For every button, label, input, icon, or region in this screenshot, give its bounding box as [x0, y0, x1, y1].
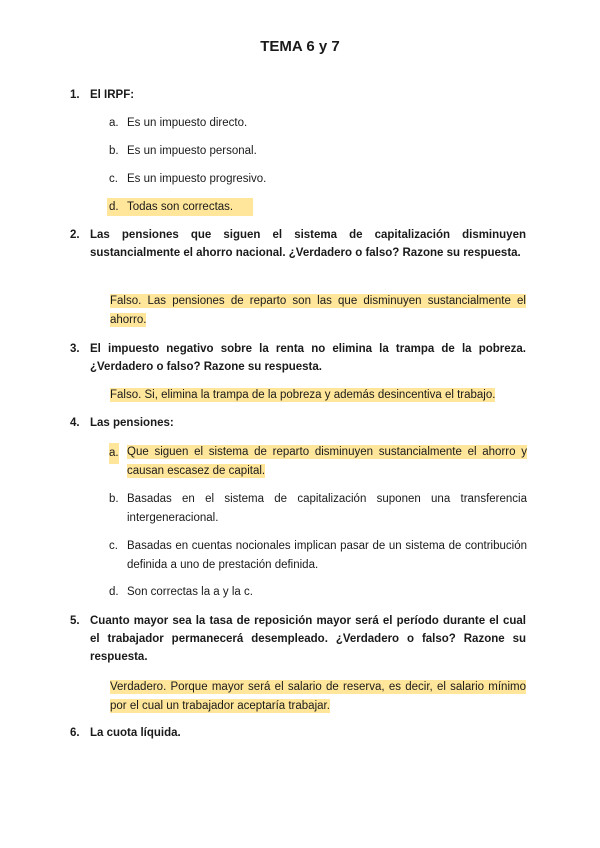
question-3 [70, 340, 526, 376]
q1-option-c [109, 170, 527, 189]
q1-option-b [109, 142, 527, 161]
question-text: Las pensiones: [90, 417, 174, 429]
question-6 [70, 724, 526, 742]
option-text: Son correctas la a y la c. [127, 586, 253, 598]
question-text: El impuesto negativo sobre la renta no elimina la trampa de la pobreza. ¿Verdadero o falso? Razone su respuesta. [90, 343, 526, 373]
option-letter: c. [109, 540, 118, 552]
option-text: Es un impuesto progresivo. [127, 173, 267, 185]
question-text: Las pensiones que siguen el sistema de capitalización disminuyen sustancialmente el ahorro nacional. ¿Verdadero o falso? Razone su respuesta. [90, 229, 526, 259]
question-text: Cuanto mayor sea la tasa de reposición mayor será el período durante el cual el trabajador permanecerá desempleado. ¿Verdadero o falso? Razone su respuesta. [90, 615, 526, 663]
question-5 [70, 612, 526, 666]
q1-option-d [109, 198, 234, 217]
option-text: Basadas en cuentas nocionales implican pasar de un sistema de contribución definida a uno de prestación definida. [127, 540, 527, 571]
option-letter: c. [109, 173, 118, 185]
option-text: Basadas en el sistema de capitalización suponen una transferencia intergeneracional. [127, 493, 527, 524]
question-number: 5. [70, 615, 80, 627]
question-number: 6. [70, 727, 80, 739]
q3-answer [110, 386, 526, 405]
question-number: 2. [70, 229, 80, 241]
option-letter: a. [109, 117, 119, 129]
option-text: Que siguen el sistema de reparto disminuyen sustancialmente el ahorro y causan escasez de capital. [127, 446, 527, 477]
q4-option-d [109, 583, 527, 602]
option-letter: d. [109, 201, 119, 213]
q4-option-a [109, 443, 527, 480]
question-text: La cuota líquida. [90, 727, 181, 739]
question-1 [70, 86, 526, 104]
q5-answer [110, 678, 526, 716]
option-letter: b. [109, 145, 119, 157]
option-text: Todas son correctas. [127, 201, 234, 213]
question-number: 1. [70, 89, 80, 101]
question-4 [70, 414, 526, 432]
question-2 [70, 226, 526, 262]
answer-text: Falso. Las pensiones de reparto son las que disminuyen sustancialmente el ahorro. [110, 295, 526, 326]
option-letter: d. [109, 586, 119, 598]
option-text: Es un impuesto directo. [127, 117, 248, 129]
page-title: TEMA 6 y 7 [260, 38, 340, 55]
option-text: Es un impuesto personal. [127, 145, 257, 157]
q1-option-a [109, 114, 527, 133]
option-letter: a. [109, 443, 119, 464]
question-number: 3. [70, 343, 80, 355]
question-number: 4. [70, 417, 80, 429]
q4-option-c [109, 537, 527, 574]
answer-text: Verdadero. Porque mayor será el salario de reserva, es decir, el salario mínimo por el cual un trabajador aceptaría trabajar. [110, 681, 526, 712]
question-text: El IRPF: [90, 89, 135, 101]
answer-text: Falso. Si, elimina la trampa de la pobreza y además desincentiva el trabajo. [110, 389, 496, 401]
q4-option-b [109, 490, 527, 527]
q2-answer [110, 292, 526, 330]
option-letter: b. [109, 493, 119, 505]
